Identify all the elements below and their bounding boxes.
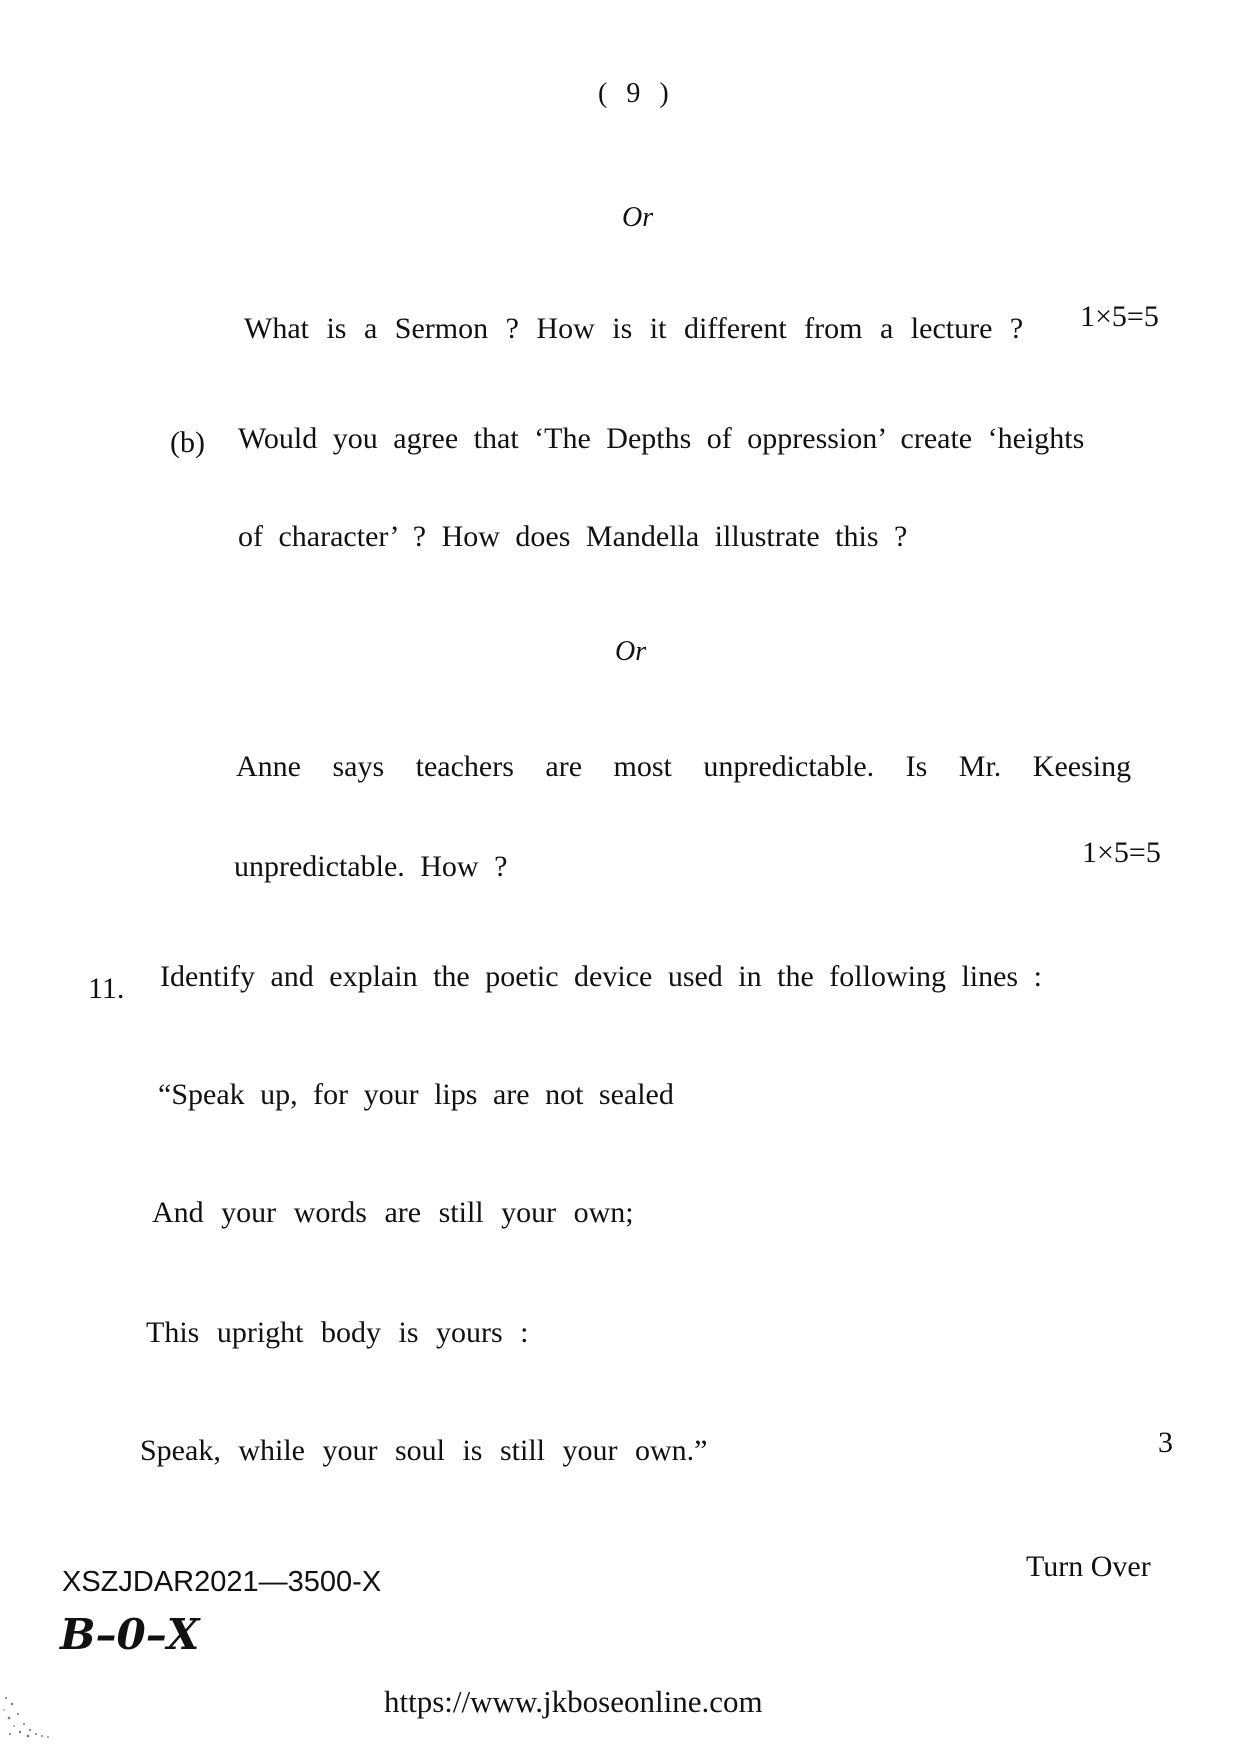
set-label: B–0–X	[60, 1610, 200, 1659]
or-label: Or	[622, 202, 654, 233]
question-10b-alternative-line1: Anne says teachers are most unpredictable. Is Mr. Keesing	[236, 750, 1132, 783]
question-11-number: 11.	[88, 972, 125, 1005]
scan-noise-speckle	[0, 1690, 60, 1740]
question-10b-text-line1: Would you agree that ‘The Depths of oppression’ create ‘heights	[238, 422, 1085, 455]
question-10b-label: (b)	[170, 426, 205, 459]
question-10a-alternative: What is a Sermon ? How is it different from a lecture ?	[244, 312, 1024, 345]
poem-line: This upright body is yours :	[146, 1316, 529, 1349]
marks-10a: 1×5=5	[1080, 300, 1159, 333]
turn-over-note: Turn Over	[1026, 1550, 1151, 1583]
marks-10b: 1×5=5	[1082, 836, 1161, 869]
question-10b-text-line2: of character’ ? How does Mandella illustrate this ?	[238, 520, 908, 553]
question-10b-alternative-line2: unpredictable. How ?	[234, 850, 508, 883]
marks-11: 3	[1158, 1426, 1173, 1459]
page-number: ( 9 )	[598, 78, 675, 109]
poem-line: And your words are still your own;	[152, 1196, 634, 1229]
source-url: https://www.jkboseonline.com	[384, 1684, 763, 1719]
poem-line: Speak, while your soul is still your own.”	[140, 1434, 708, 1467]
or-label: Or	[615, 636, 647, 667]
poem-line: “Speak up, for your lips are not sealed	[158, 1078, 674, 1111]
paper-code: XSZJDAR2021—3500-X	[62, 1566, 382, 1598]
question-11-text: Identify and explain the poetic device used in the following lines :	[160, 960, 1042, 993]
